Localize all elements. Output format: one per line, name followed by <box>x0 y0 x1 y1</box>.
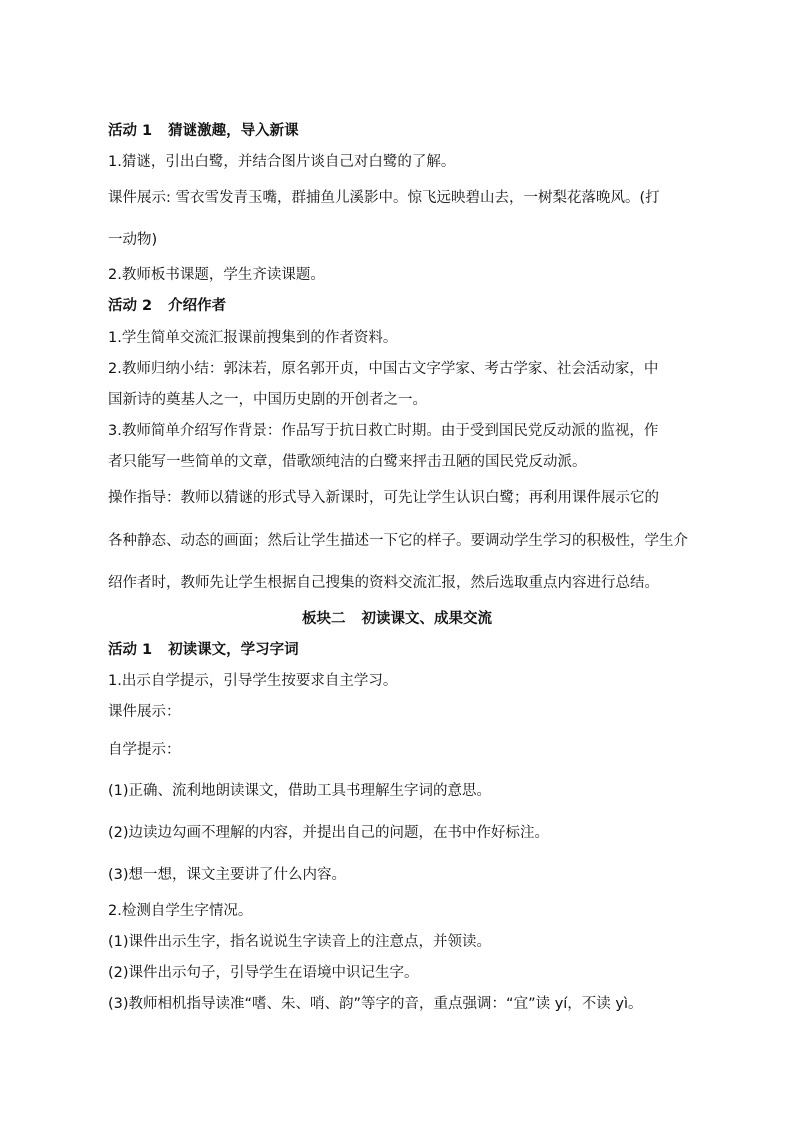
paragraph: 2.检测自学生字情况。 <box>108 903 253 919</box>
activity-1b-number: 活动 1 <box>108 642 153 658</box>
paragraph-continuation: 一动物) <box>108 232 158 248</box>
block-2-title: 初读课文、成果交流 <box>361 611 492 627</box>
block-2-heading <box>0 609 794 629</box>
paragraph-continuation: 国新诗的奠基人之一，中国历史剧的开创者之一。 <box>108 392 427 408</box>
block-2-number: 板块二 <box>302 611 346 627</box>
paragraph-continuation: 者只能写一些简单的文章，借歌颂纯洁的白鹭来抨击丑陋的国民党反动派。 <box>108 454 587 470</box>
paragraph: 1.学生简单交流汇报课前搜集到的作者资料。 <box>108 330 398 346</box>
activity-2-title: 介绍作者 <box>168 298 227 314</box>
list-item: (2)边读边勾画不理解的内容，并提出自己的问题，在书中作好标注。 <box>108 825 550 841</box>
activity-1b-title: 初读课文，学习字词 <box>168 642 299 658</box>
paragraph: 课件展示： <box>108 704 181 720</box>
paragraph: 课件展示: 雪衣雪发青玉嘴，群捕鱼儿溪影中。惊飞远映碧山去，一树梨花落晚风。(打 <box>108 190 660 206</box>
paragraph: 自学提示： <box>108 742 181 758</box>
list-item: (1)正确、流利地朗读课文，借助工具书理解生字词的意思。 <box>108 783 492 799</box>
paragraph-continuation: 绍作者时，教师先让学生根据自己搜集的资料交流汇报，然后选取重点内容进行总结。 <box>108 575 659 591</box>
list-item: (3)教师相机指导读准“嗜、朱、哨、韵”等字的音，重点强调：“宜”读 yí，不读 yì。 <box>108 996 643 1012</box>
activity-2-number: 活动 2 <box>108 298 153 314</box>
activity-1-heading <box>108 121 728 141</box>
paragraph: 操作指导：教师以猜谜的形式导入新课时，可先让学生认识白鹭；再利用课件展示它的 <box>108 490 659 506</box>
list-item: (1)课件出示生字，指名说说生字读音上的注意点，并领读。 <box>108 934 492 950</box>
activity-2-heading <box>108 296 728 316</box>
activity-1-number: 活动 1 <box>108 123 153 139</box>
paragraph-continuation: 各种静态、动态的画面；然后让学生描述一下它的样子。要调动学生学习的积极性，学生介 <box>108 533 688 549</box>
paragraph: 2.教师板书课题，学生齐读课题。 <box>108 267 325 283</box>
list-item: (3)想一想，课文主要讲了什么内容。 <box>108 867 347 883</box>
paragraph: 1.出示自学提示，引导学生按要求自主学习。 <box>108 673 398 689</box>
activity-1b-heading <box>108 640 728 660</box>
paragraph: 2.教师归纳小结：郭沫若，原名郭开贞，中国古文字学家、考古学家、社会活动家，中 <box>108 361 659 377</box>
paragraph: 1.猜谜，引出白鹭，并结合图片谈自己对白鹭的了解。 <box>108 154 456 170</box>
activity-1-title: 猜谜激趣，导入新课 <box>168 123 299 139</box>
paragraph: 3.教师简单介绍写作背景：作品写于抗日救亡时期。由于受到国民党反动派的监视，作 <box>108 423 659 439</box>
list-item: (2)课件出示句子，引导学生在语境中识记生字。 <box>108 965 419 981</box>
